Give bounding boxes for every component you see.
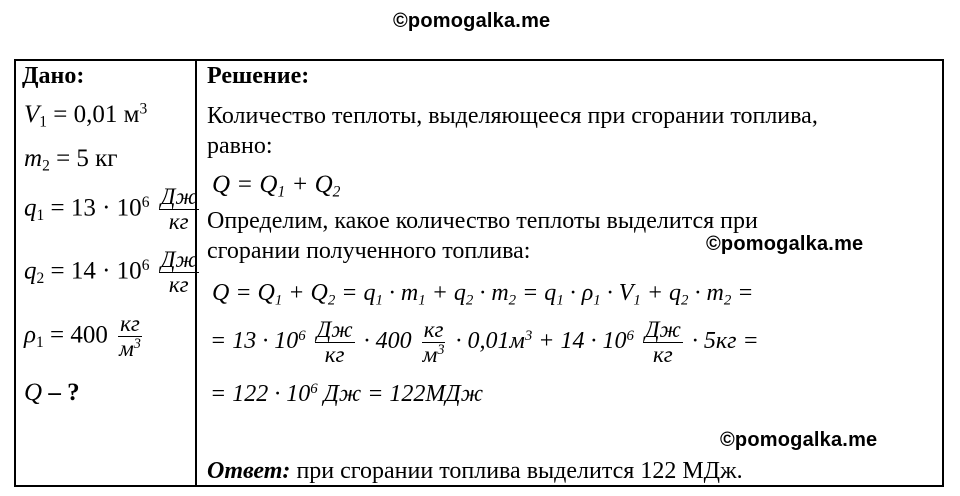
subscript: 1 xyxy=(633,292,641,309)
subscript: 1 xyxy=(593,292,601,309)
formula-part: = 122 · 10 xyxy=(210,381,311,407)
value: = 0,01 м xyxy=(47,101,140,128)
subscript: 1 xyxy=(39,113,48,131)
superscript: 3 xyxy=(524,327,533,344)
subscript: 2 xyxy=(508,292,517,309)
numerator: Дж xyxy=(316,317,353,342)
solution-line-2: равно: xyxy=(207,133,273,159)
subscript: 1 xyxy=(418,292,426,309)
watermark-bottom: ©pomogalka.me xyxy=(720,429,878,451)
formula-part: · V xyxy=(600,280,634,306)
denominator xyxy=(117,337,143,361)
formula-part: · m xyxy=(473,280,509,306)
subscript: 2 xyxy=(42,157,50,175)
numerator: Дж xyxy=(160,247,197,272)
solution-line-4: сгорании полученного топлива: xyxy=(207,238,531,264)
symbol: V xyxy=(24,101,40,128)
symbol: q xyxy=(24,257,37,285)
formula-part: · m xyxy=(382,280,419,306)
formula-part: + 14 · 10 xyxy=(532,328,627,355)
given-q2 xyxy=(24,248,202,297)
symbol: m xyxy=(24,145,43,172)
question: – ? xyxy=(42,379,80,406)
given-heading: Дано: xyxy=(22,63,85,89)
denominator: кг xyxy=(168,209,189,235)
formula-part: = 13 · 10 xyxy=(210,328,299,355)
numerator: кг xyxy=(120,311,140,336)
denominator: кг xyxy=(324,342,345,368)
superscript: 6 xyxy=(141,256,150,274)
superscript: 6 xyxy=(626,327,634,344)
formula-part: + q xyxy=(640,280,682,306)
fraction xyxy=(315,318,355,367)
formula-part: · ρ xyxy=(563,280,594,306)
superscript: 6 xyxy=(141,193,150,211)
watermark-top: ©pomogalka.me xyxy=(393,10,551,32)
formula-1 xyxy=(212,171,341,201)
subscript: 2 xyxy=(332,183,341,201)
numerator: Дж xyxy=(644,317,681,342)
numerator: кг xyxy=(423,317,444,342)
answer-label: Ответ: xyxy=(207,458,291,484)
subscript: 1 xyxy=(274,292,283,309)
fraction xyxy=(117,312,143,361)
given-q1 xyxy=(24,185,202,234)
formula-part: Q = Q xyxy=(212,171,278,198)
answer-line xyxy=(207,458,743,486)
fraction xyxy=(159,185,199,234)
subscript: 1 xyxy=(556,292,564,309)
value: = 400 xyxy=(43,321,108,349)
solution-heading: Решение: xyxy=(207,63,310,89)
formula-2 xyxy=(212,280,754,309)
numerator: Дж xyxy=(160,184,197,209)
fraction xyxy=(643,318,683,367)
formula-part: · 400 xyxy=(363,328,412,355)
symbol: Q xyxy=(24,379,43,406)
solution-line-1: Количество теплоты, выделяющееся при сгорании топлива, xyxy=(207,103,818,129)
solution-line-3: Определим, какое количество теплоты выделится при xyxy=(207,208,758,234)
formula-part: Q = Q xyxy=(212,280,275,306)
value: = 14 · 10 xyxy=(44,257,142,285)
formula-part: = q xyxy=(516,280,557,306)
subscript: 2 xyxy=(327,292,336,309)
denominator-base: м xyxy=(422,342,438,368)
formula-part: Дж = 122МДж xyxy=(317,381,484,407)
formula-part: · 5кг = xyxy=(691,328,759,355)
denominator: кг xyxy=(168,272,189,298)
subscript: 2 xyxy=(681,292,689,309)
given-find xyxy=(24,380,80,405)
denominator: кг xyxy=(653,342,673,368)
value: = 5 кг xyxy=(49,145,118,172)
superscript: 3 xyxy=(437,342,445,359)
given-v1 xyxy=(24,100,148,131)
subscript: 1 xyxy=(277,183,286,201)
fraction xyxy=(159,248,199,297)
watermark-middle: ©pomogalka.me xyxy=(706,233,864,255)
given-m2 xyxy=(24,145,118,175)
formula-part: + Q xyxy=(282,280,328,306)
symbol: ρ xyxy=(24,321,36,349)
superscript: 6 xyxy=(298,327,306,344)
formula-4 xyxy=(210,382,483,406)
formula-part: · m xyxy=(688,280,724,306)
formula-part: = xyxy=(731,280,754,306)
formula-3 xyxy=(210,318,759,367)
subscript: 1 xyxy=(36,334,44,352)
superscript: 3 xyxy=(139,100,148,118)
superscript: 3 xyxy=(133,336,141,353)
formula-part: · 0,01м xyxy=(455,328,525,355)
answer-text: при сгорании топлива выделится 122 МДж. xyxy=(290,458,743,484)
given-rho1 xyxy=(24,312,146,361)
subscript: 2 xyxy=(465,292,474,309)
symbol: q xyxy=(24,194,37,222)
formula-part: + Q xyxy=(285,171,333,198)
superscript: 6 xyxy=(310,380,318,397)
formula-part: = q xyxy=(335,280,376,306)
formula-part: + q xyxy=(425,280,466,306)
fraction xyxy=(421,318,447,367)
value: = 13 · 10 xyxy=(44,194,142,222)
subscript: 1 xyxy=(36,207,45,225)
denominator-base: м xyxy=(119,336,134,362)
subscript: 2 xyxy=(36,270,45,288)
denominator xyxy=(421,343,447,367)
subscript: 1 xyxy=(375,292,383,309)
subscript: 2 xyxy=(723,292,732,309)
